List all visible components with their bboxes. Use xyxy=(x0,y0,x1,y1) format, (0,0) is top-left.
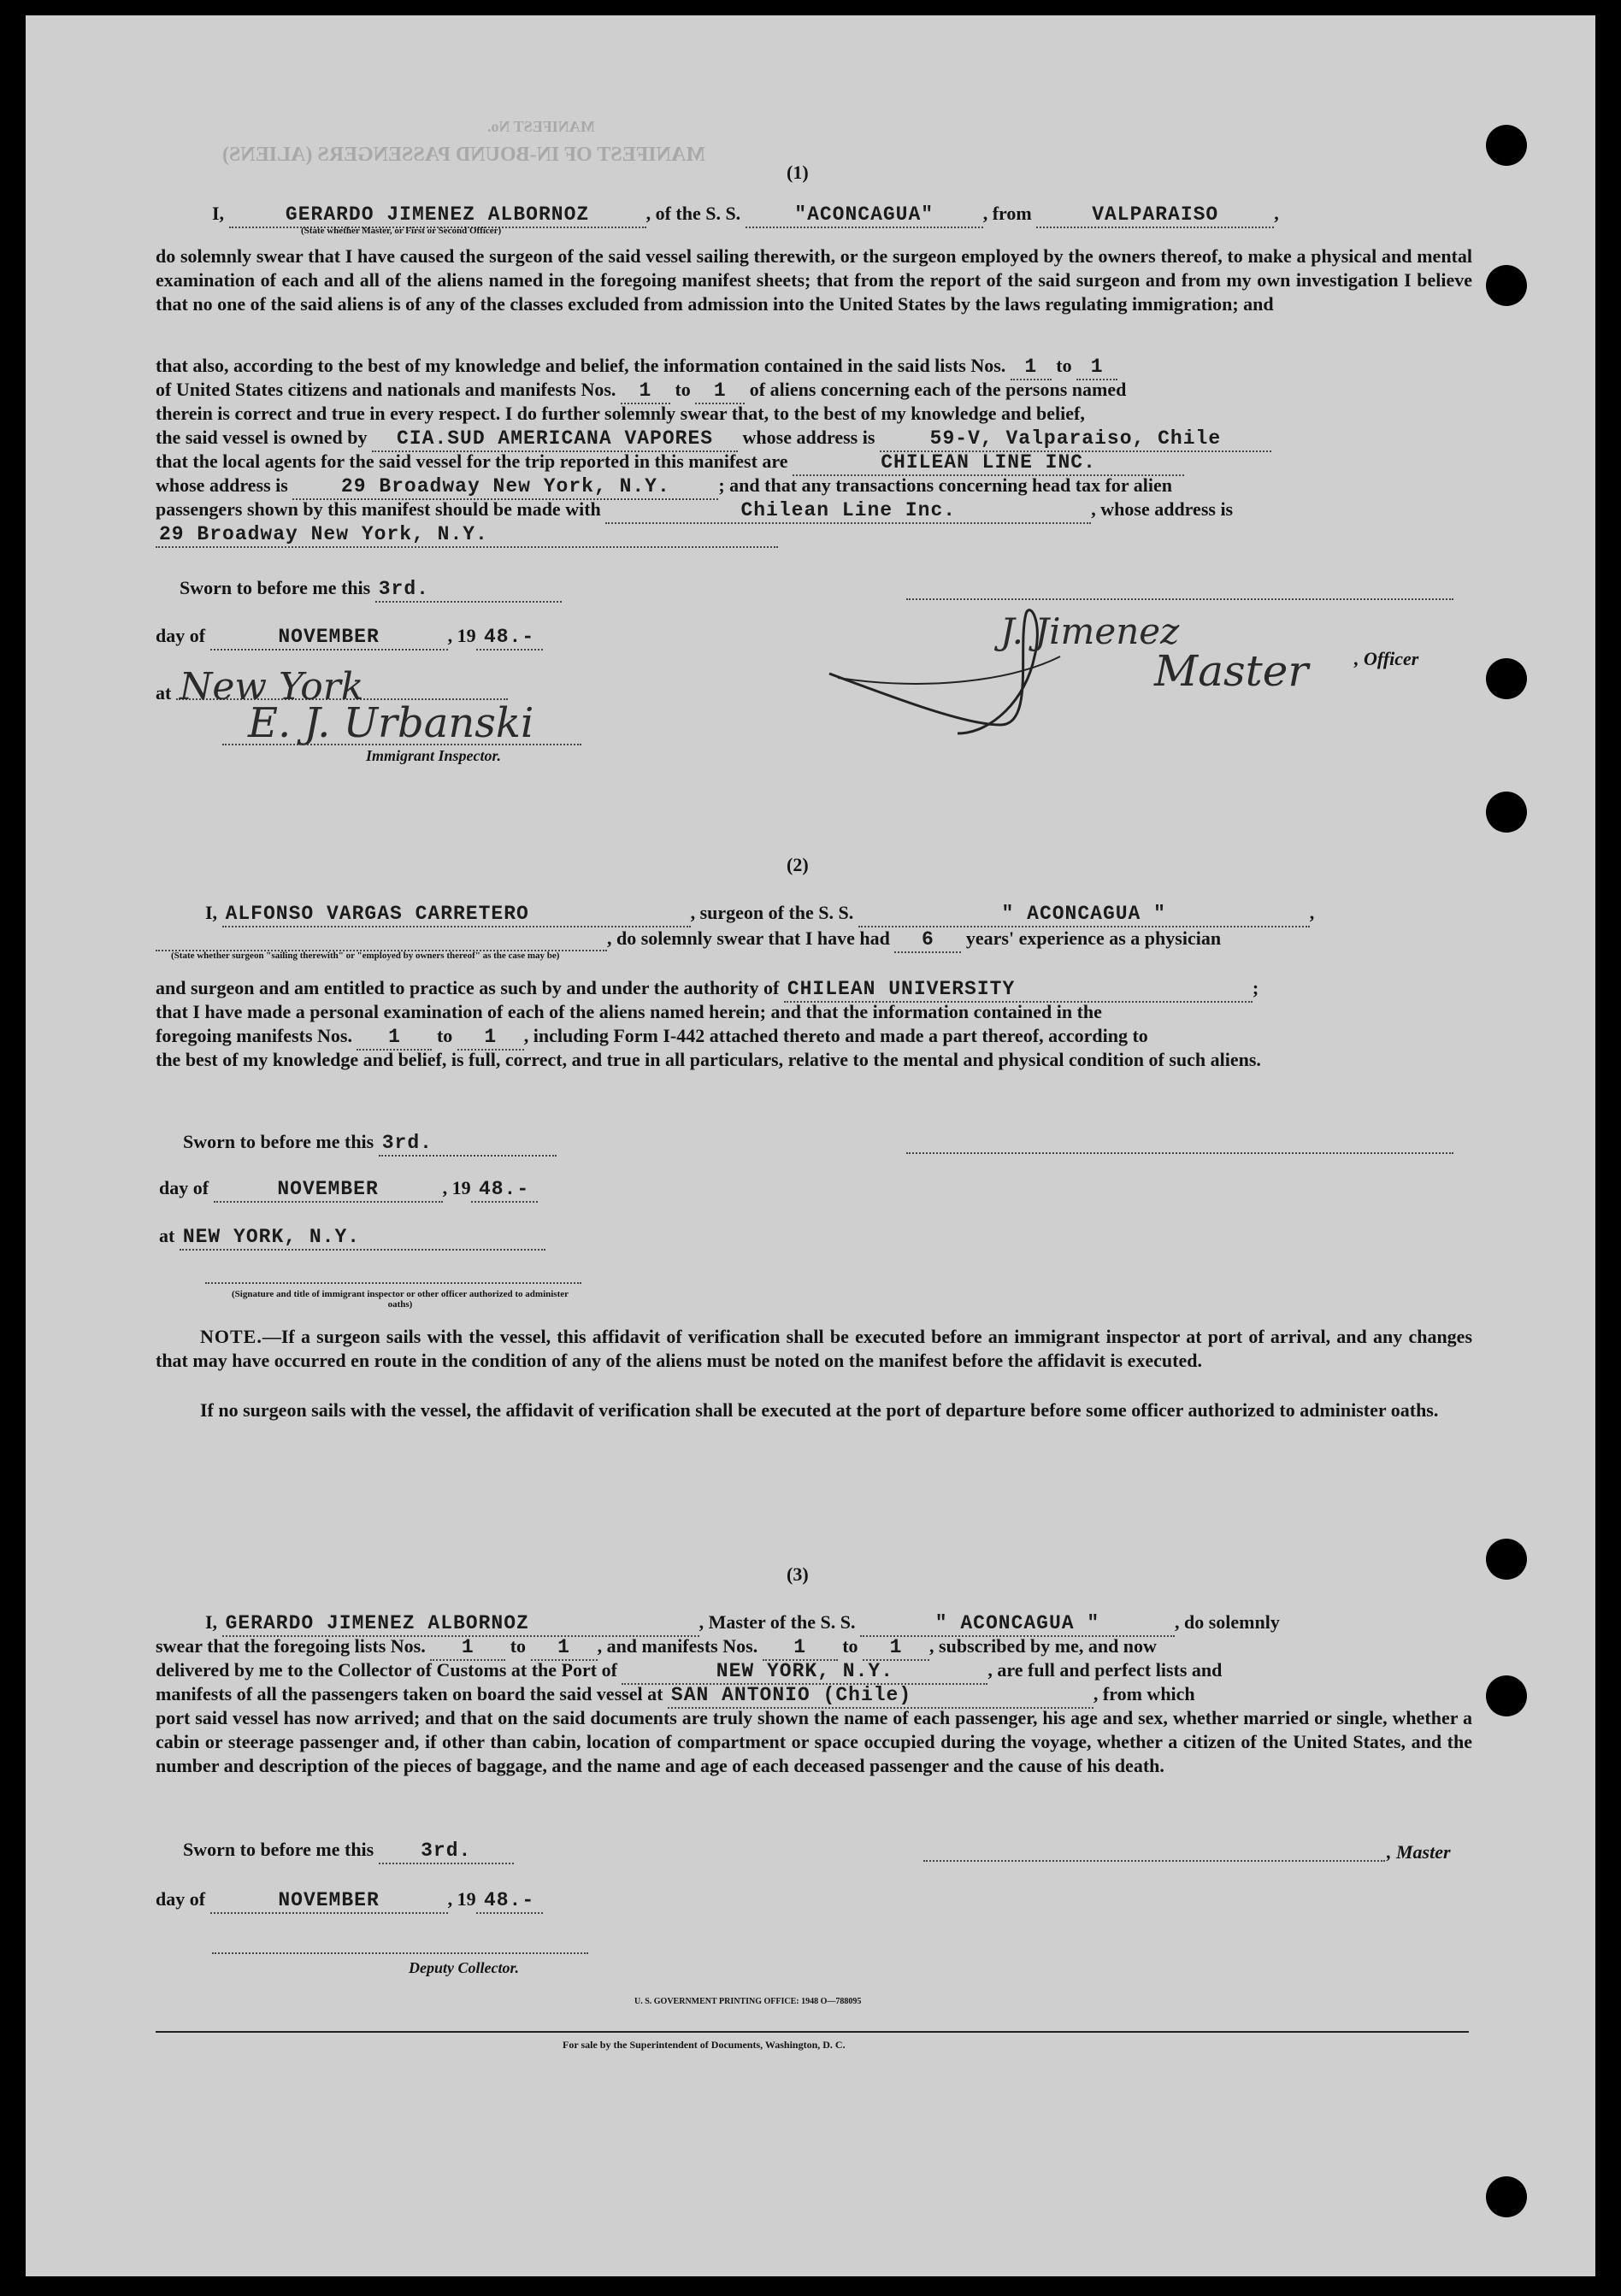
s2-note-paragraph: NOTE.—If a surgeon sails with the vessel, this affidavit of verification shall be executed before an immigrant inspector at port of arrival, and any changes that may have occurred en route in the condition of any of the aliens must be noted on the manifest before the affidavit is executed. xyxy=(156,1326,1472,1371)
s2-surgeon-name: ALFONSO VARGAS CARRETERO xyxy=(222,903,691,927)
s3-manifests-from: 1 xyxy=(763,1636,838,1661)
s1-owner: CIA.SUD AMERICANA VAPORES xyxy=(372,427,738,452)
s2-authority: CHILEAN UNIVERSITY xyxy=(784,978,1253,1003)
punch-hole xyxy=(1486,265,1527,306)
s1-date-line: day of NOVEMBER , 19 48.- xyxy=(156,624,543,651)
s1-oath-line: I, GERARDO JIMENEZ ALBORNOZ , of the S. S. "ACONCAGUA" , from VALPARAISO , xyxy=(212,202,1279,228)
s2-sworn-day: 3rd. xyxy=(379,1132,557,1157)
footer-sale: For sale by the Superintendent of Documents, Washington, D. C. xyxy=(563,2039,846,2051)
s1-paragraph: do solemnly swear that I have caused the surgeon of the said vessel sailing therewith, or the surgeon employed by the owners thereof, to make a physical and mental examination of each and all of the aliens named in the foregoing manifest sheets; that from the report of the said surgeon and from my own investigation I believe that no one of the said aliens is of any of the classes excluded from admission into the United States by the laws regulating immigration; and xyxy=(156,245,1472,315)
s3-manifests-to: 1 xyxy=(863,1636,929,1661)
s2-inspector-signature-line xyxy=(205,1282,581,1284)
s1-at-line: at New York xyxy=(156,675,508,704)
s1-officer-label: , Officer xyxy=(1354,648,1419,669)
s1-vessel-name: "ACONCAGUA" xyxy=(746,203,983,228)
s3-date-line: day of NOVEMBER , 19 48.- xyxy=(156,1887,543,1914)
s3-delivered-line: delivered by me to the Collector of Customs at the Port of NEW YORK, N.Y. , are full and perfect lists and xyxy=(156,1658,1222,1685)
s2-at-place: NEW YORK, N.Y. xyxy=(180,1226,545,1251)
s1-officer-signature: J. Jimenez xyxy=(1000,610,1180,652)
s1-officer-note: (State whether Master, or First or Second Officer) xyxy=(301,226,502,236)
s3-master-label: , Master xyxy=(1387,1841,1451,1863)
s1-owner-address: 59-V, Valparaiso, Chile xyxy=(880,427,1271,452)
s2-authority-line: and surgeon and am entitled to practice as such by and under the authority of CHILEAN UNIVERSITY ; xyxy=(156,976,1258,1003)
s1-headtax-agent: Chilean Line Inc. xyxy=(605,499,1091,524)
s1-manifests-from: 1 xyxy=(621,380,670,404)
s1-from-port: VALPARAISO xyxy=(1036,203,1274,228)
s3-collector-line xyxy=(212,1952,588,1954)
s1-master-name: GERARDO JIMENEZ ALBORNOZ xyxy=(229,203,646,228)
section-number-3: (3) xyxy=(787,1563,809,1585)
s1-headtax-line: passengers shown by this manifest should be made with Chilean Line Inc. , whose address is xyxy=(156,497,1233,524)
s3-lists-from: 1 xyxy=(430,1636,505,1661)
s1-lists-to: 1 xyxy=(1076,356,1117,380)
s3-paragraph-end: port said vessel has now arrived; and that on the said documents are truly shown the name of each passenger, his age and sex, whether married or single, whether a cabin or steerage passenger and, if other than cabin, location of compartment or space occupied during the voyage, whether a citizen of the United States, and the number and description of the pieces of baggage, and the name and age of each deceased passenger and the cause of his death. xyxy=(156,1707,1472,1776)
s2-signature-note: (Signature and title of immigrant inspector or other officer authorized to administer oaths) xyxy=(231,1289,569,1310)
s3-port: NEW YORK, N.Y. xyxy=(622,1660,987,1685)
s1-owner-line: the said vessel is owned by CIA.SUD AMERICANA VAPORES whose address is 59-V, Valparaiso, Chile xyxy=(156,426,1271,452)
s3-lists-to: 1 xyxy=(531,1636,598,1661)
s2-vessel-name: " ACONCAGUA " xyxy=(858,903,1310,927)
s1-manifests-to: 1 xyxy=(695,380,745,404)
s3-manifests-of-line: manifests of all the passengers taken on board the said vessel at SAN ANTONIO (Chile) , from which xyxy=(156,1682,1195,1709)
s3-lists-line: swear that the foregoing lists Nos. 1 to 1 , and manifests Nos. 1 to 1 , subscribed by me, and now xyxy=(156,1634,1157,1661)
s2-sworn-line: Sworn to before me this 3rd. xyxy=(183,1130,557,1157)
s3-master-signature-line xyxy=(923,1860,1385,1862)
s3-boarding-port: SAN ANTONIO (Chile) xyxy=(668,1684,1093,1709)
s1-sworn-day: 3rd. xyxy=(375,578,562,603)
s1-agent-address-line: whose address is 29 Broadway New York, N.Y. ; and that any transactions concerning head tax for alien xyxy=(156,474,1172,500)
s1-inspector-line xyxy=(222,744,581,745)
s3-collector-label: Deputy Collector. xyxy=(409,1959,519,1976)
s1-month: NOVEMBER xyxy=(210,626,448,651)
s3-sworn-line: Sworn to before me this 3rd. xyxy=(183,1838,514,1864)
s3-vessel-name: " ACONCAGUA " xyxy=(860,1612,1175,1637)
faded-header-title: MANIFEST OF IN-BOUND PASSENGERS (ALIENS) xyxy=(222,144,705,166)
s1-lists-line: that also, according to the best of my knowledge and belief, the information contained in the said lists Nos. 1 to 1 xyxy=(156,354,1117,380)
s1-officer-title: Master xyxy=(1154,646,1309,696)
s1-agents-line: that the local agents for the said vessel for the trip reported in this manifest are CHILEAN LINE INC. xyxy=(156,450,1184,476)
punch-hole xyxy=(1486,792,1527,833)
s2-date-line: day of NOVEMBER , 19 48.- xyxy=(159,1176,538,1203)
punch-hole xyxy=(1486,1539,1527,1580)
s3-master-name: GERARDO JIMENEZ ALBORNOZ xyxy=(222,1612,699,1637)
s1-lists-from: 1 xyxy=(1011,356,1052,380)
s2-exam-line: that I have made a personal examination of each of the aliens named herein; and that the information contained in the xyxy=(156,1001,1102,1022)
s1-agents: CHILEAN LINE INC. xyxy=(793,451,1184,476)
s2-note-paragraph-2: If no surgeon sails with the vessel, the affidavit of verification shall be executed at the port of departure before some officer authorized to administer oaths. xyxy=(200,1399,1439,1421)
s2-manifests-from: 1 xyxy=(357,1026,432,1051)
s2-surgeon-signature-line xyxy=(906,1152,1453,1154)
s2-surgeon-note: (State whether surgeon "sailing therewith" or "employed by owners thereof" as the case may be) xyxy=(171,951,560,961)
s1-inspector-signature: E. J. Urbanski xyxy=(248,699,534,747)
s1-year: 48.- xyxy=(476,626,543,651)
s3-sworn-day: 3rd. xyxy=(379,1840,514,1864)
punch-hole xyxy=(1486,2176,1527,2217)
s2-month: NOVEMBER xyxy=(214,1178,443,1203)
s2-year: 48.- xyxy=(471,1178,538,1203)
footer-rule xyxy=(156,2031,1469,2033)
s3-month: NOVEMBER xyxy=(210,1889,448,1914)
section-number-2: (2) xyxy=(787,854,809,875)
s1-headtax-address: 29 Broadway New York, N.Y. xyxy=(156,523,778,548)
document-page xyxy=(26,15,1595,2276)
s2-years: 6 xyxy=(894,928,961,953)
s1-headtax-address-line xyxy=(156,521,778,548)
s1-at-place: New York xyxy=(176,675,508,700)
s3-year: 48.- xyxy=(476,1889,543,1914)
footer-gpo: U. S. GOVERNMENT PRINTING OFFICE: 1948 O—788095 xyxy=(634,1997,862,2006)
punch-hole xyxy=(1486,1675,1527,1716)
s2-manifests-to: 1 xyxy=(457,1026,524,1051)
s1-correct-line: therein is correct and true in every respect. I do further solemnly swear that, to the best of my knowledge and belief, xyxy=(156,403,1085,424)
s1-inspector-label: Immigrant Inspector. xyxy=(366,747,502,764)
s1-manifests-line: of United States citizens and nationals and manifests Nos. 1 to 1 of aliens concerning each of the persons named xyxy=(156,378,1126,404)
s2-paragraph-end: the best of my knowledge and belief, is full, correct, and true in all particulars, relative to the mental and physical condition of such aliens. xyxy=(156,1049,1261,1070)
s2-foregoing-line: foregoing manifests Nos. 1 to 1 , including Form I-442 attached thereto and made a part thereof, according to xyxy=(156,1024,1148,1051)
punch-hole xyxy=(1486,658,1527,699)
s2-oath-line: I, ALFONSO VARGAS CARRETERO , surgeon of the S. S. " ACONCAGUA " , xyxy=(205,901,1314,927)
section-number-1: (1) xyxy=(787,162,809,183)
s1-agent-address: 29 Broadway New York, N.Y. xyxy=(292,475,718,500)
s2-at-line: at NEW YORK, N.Y. xyxy=(159,1224,545,1251)
punch-hole xyxy=(1486,125,1527,166)
faded-header-manifest-no: MANIFEST No. xyxy=(487,118,595,135)
s3-oath-line: I, GERARDO JIMENEZ ALBORNOZ , Master of the S. S. " ACONCAGUA " , do solemnly xyxy=(205,1610,1280,1637)
s2-experience-line: , do solemnly swear that I have had 6 years' experience as a physician xyxy=(156,927,1221,953)
s1-sworn-line: Sworn to before me this 3rd. xyxy=(180,576,562,603)
